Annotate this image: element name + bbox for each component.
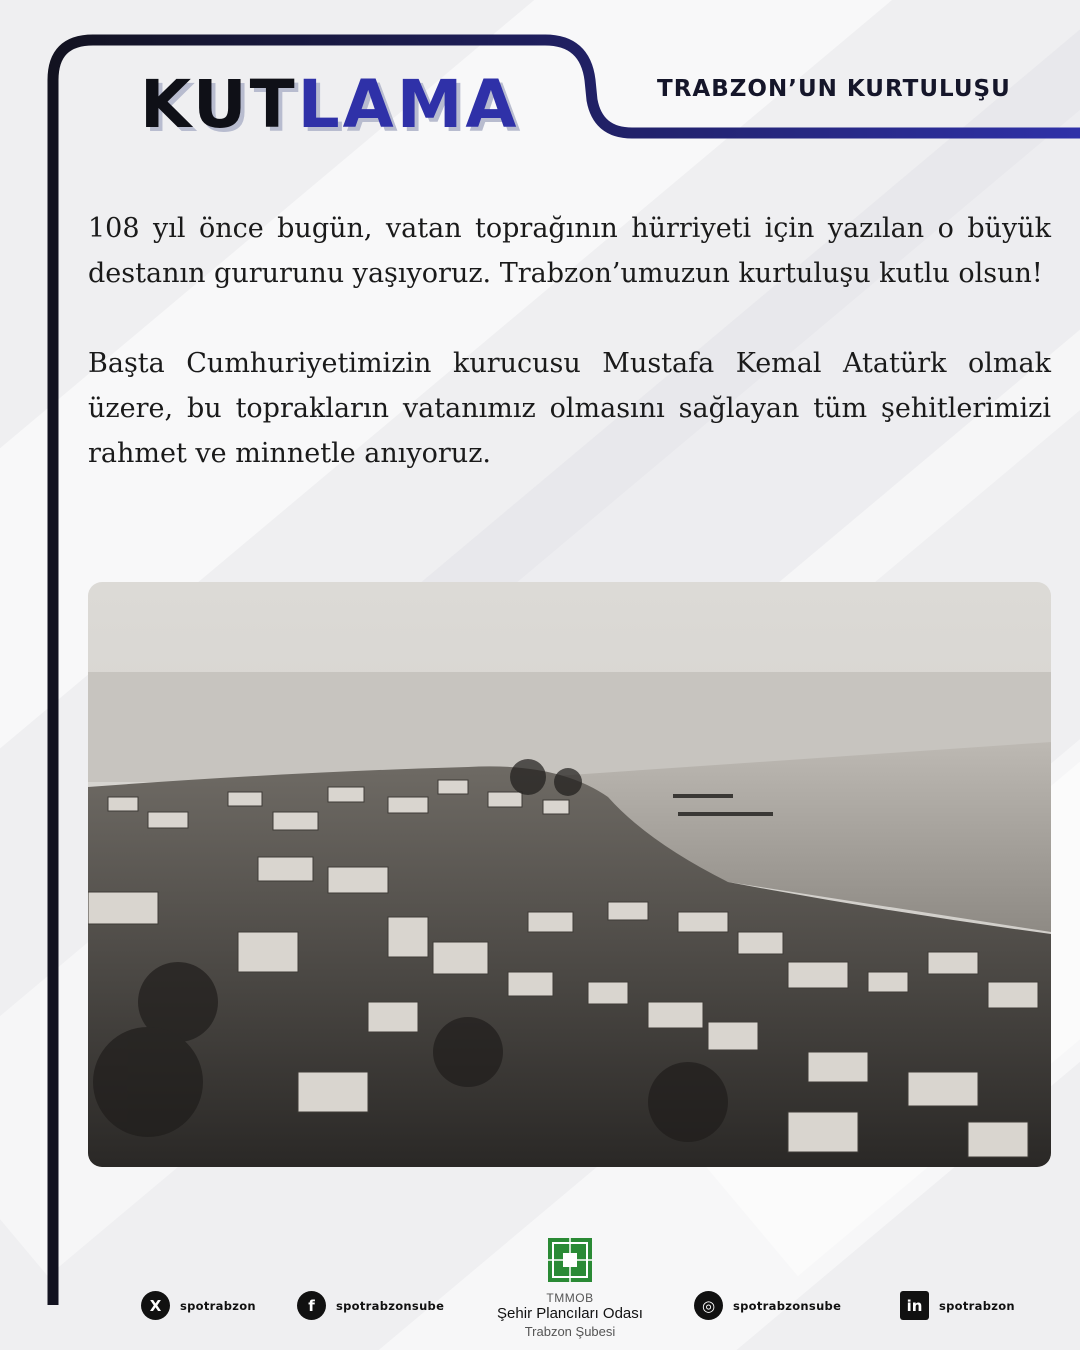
logo-line-3: Trabzon Şubesi xyxy=(524,1324,616,1339)
logo-line-2: Şehir Plancıları Odası xyxy=(497,1305,643,1322)
logo-line-1: TMMOB xyxy=(546,1291,594,1305)
instagram-icon: ◎ xyxy=(694,1291,723,1320)
linkedin-icon: in xyxy=(900,1291,929,1320)
footer xyxy=(0,1230,1080,1350)
message-body xyxy=(88,206,1051,521)
page-title xyxy=(140,66,520,143)
historic-city-photo xyxy=(88,582,1051,1167)
social-linkedin[interactable] xyxy=(900,1291,1015,1320)
social-handle: spotrabzonsube xyxy=(336,1298,445,1313)
tmmob-logo-icon xyxy=(548,1238,592,1282)
message-paragraph-1: 108 yıl önce bugün, vatan toprağının hürriyeti için yazılan o büyük destanın gururunu yaşıyoruz. Trabzon’umuzun kurtuluşu kutlu olsun! xyxy=(88,213,1051,289)
page-subtitle: TRABZON’UN KURTULUŞU xyxy=(657,76,1011,102)
facebook-icon: f xyxy=(297,1291,326,1320)
title-dark: KUT xyxy=(140,66,298,143)
social-x[interactable] xyxy=(141,1291,256,1320)
social-facebook[interactable] xyxy=(297,1291,444,1320)
social-instagram[interactable] xyxy=(694,1291,841,1320)
x-icon: X xyxy=(141,1291,170,1320)
organization-logo xyxy=(490,1238,650,1340)
message-paragraph-2: Başta Cumhuriyetimizin kurucusu Mustafa Kemal Atatürk olmak üzere, bu toprakların vatanımız olmasını sağlayan tüm şehitlerimizi rahmet ve minnetle anıyoruz. xyxy=(88,348,1051,469)
social-handle: spotrabzon xyxy=(180,1298,256,1313)
title-accent: LAMA xyxy=(297,66,520,143)
social-handle: spotrabzonsube xyxy=(733,1298,842,1313)
social-handle: spotrabzon xyxy=(939,1298,1015,1313)
